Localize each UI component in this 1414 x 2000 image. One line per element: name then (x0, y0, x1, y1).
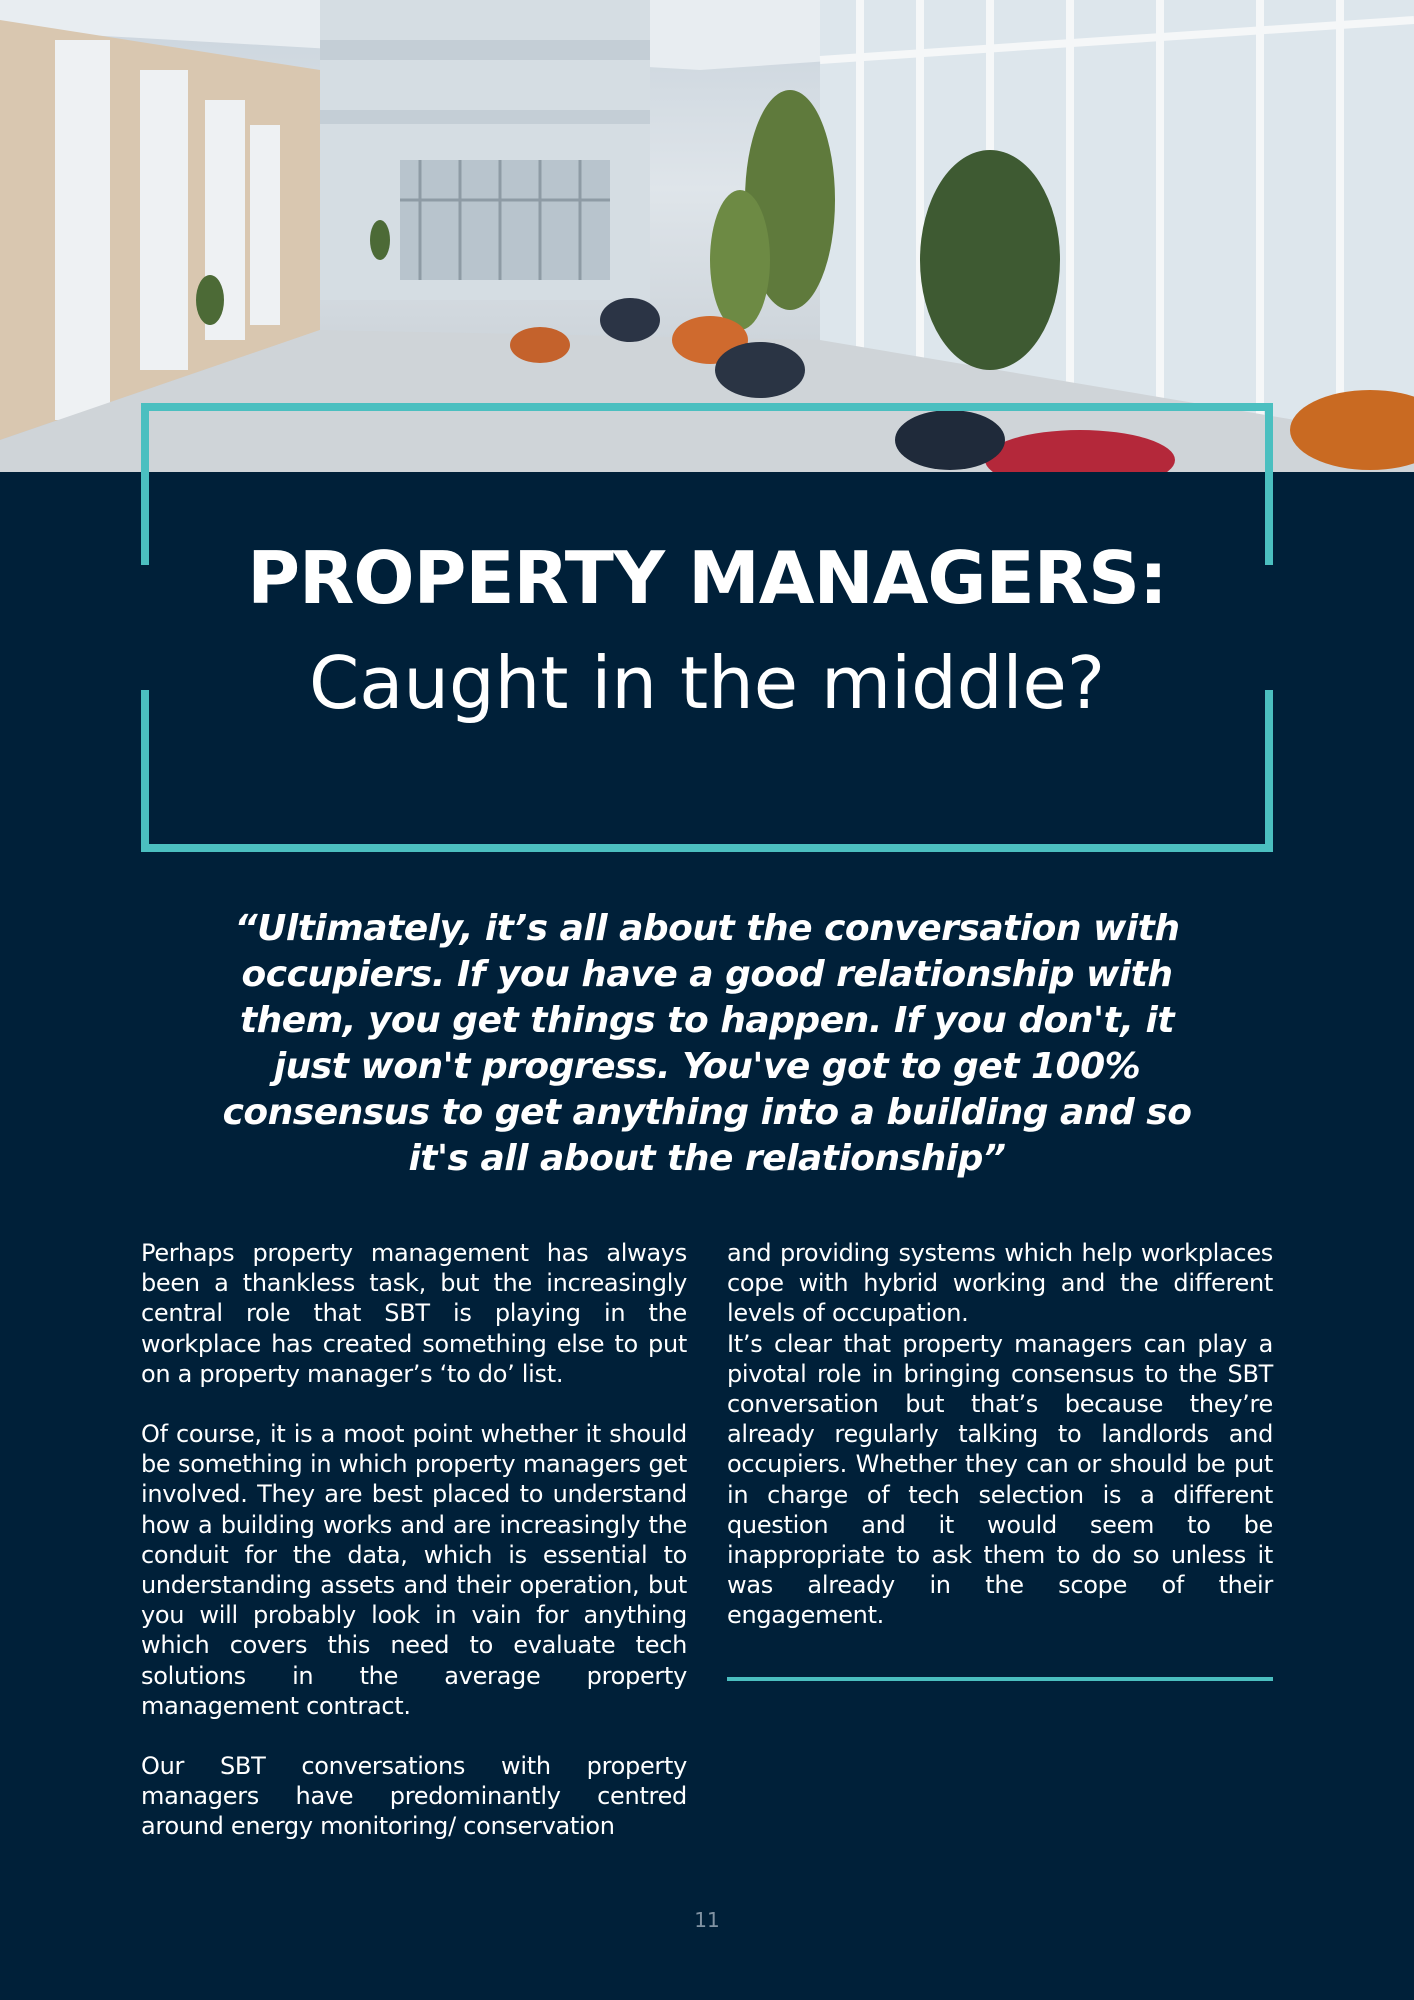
paragraph: Our SBT conversations with property managers have predominantly centred around energy monitoring/ conservation (141, 1752, 687, 1841)
paragraph: Perhaps property management has always been a thankless task, but the increasingly central role that SBT is playing in the workplace has created something else to put on a property manager’s ‘to do’ list. (141, 1239, 687, 1388)
page-title: PROPERTY MANAGERS: (247, 536, 1167, 620)
paragraph: and providing systems which help workplaces cope with hybrid working and the different levels of occupation. (727, 1239, 1273, 1328)
title-frame-bottom (141, 844, 1273, 852)
page-number: 11 (694, 1908, 720, 1932)
accent-divider (727, 1677, 1273, 1681)
body-column-right (727, 1238, 1273, 1631)
paragraph: Of course, it is a moot point whether it should be something in which property managers get involved. They are best placed to understand how a building works and are increasingly the conduit for the data, which is essential to understanding assets and their operation, but you will probably look in vain for anything which covers this need to evaluate tech solutions in the average property management contract. (141, 1420, 687, 1720)
title-frame-top (141, 403, 1273, 411)
pull-quote: “Ultimately, it’s all about the conversation with occupiers. If you have a good relationship with them, you get things to happen. If you don't, it just won't progress. You've got to get 100% consensus to get anything into a building and so it's all about the relationship” (222, 908, 1192, 1179)
hero-photo-office-atrium (0, 0, 1414, 472)
paragraph: It’s clear that property managers can play a pivotal role in bringing consensus to the SBT conversation but that’s because they’re already regularly talking to landlords and occupiers. Whether they can or should be put in charge of tech selection is a different question and it would seem to be inappropriate to ask them to do so unless it was already in the scope of their engagement. (727, 1329, 1273, 1630)
body-column-left (141, 1238, 687, 1842)
page-subtitle: Caught in the middle? (308, 641, 1106, 725)
atrium-illustration (0, 0, 1414, 472)
